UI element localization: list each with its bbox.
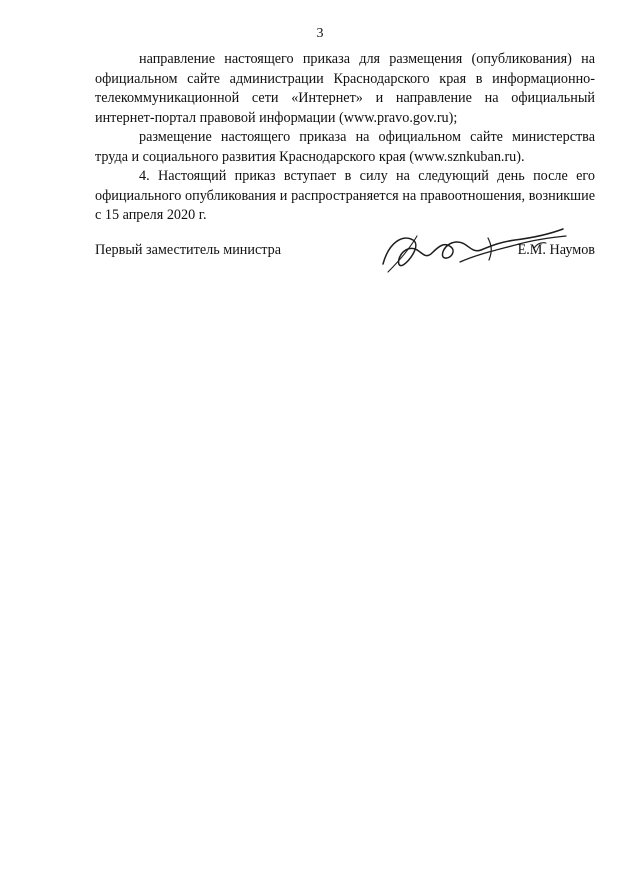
paragraph-publication-portal: направление настоящего приказа для размещения (опубликования) на официальном сайте администрации Краснодарского края в информационно-телекоммуникационной сети «Интернет» и направление на официальный интернет-портал правовой информации (www.pravo.gov.ru); xyxy=(95,51,595,126)
paragraph-effective-date: 4. Настоящий приказ вступает в силу на следующий день после его официального опубликования и распространяется на правоотношения, возникшие с 15 апреля 2020 г. xyxy=(95,168,595,223)
signer-name: Е.М. Наумов xyxy=(517,242,595,258)
document-body xyxy=(95,50,595,226)
paragraph-ministry-site: размещение настоящего приказа на официальном сайте министерства труда и социального развития Краснодарского края (www.sznkuban.ru). xyxy=(95,129,595,165)
signer-title: Первый заместитель министра xyxy=(95,242,282,258)
page-number: 3 xyxy=(316,26,324,41)
signature-block xyxy=(95,228,595,288)
